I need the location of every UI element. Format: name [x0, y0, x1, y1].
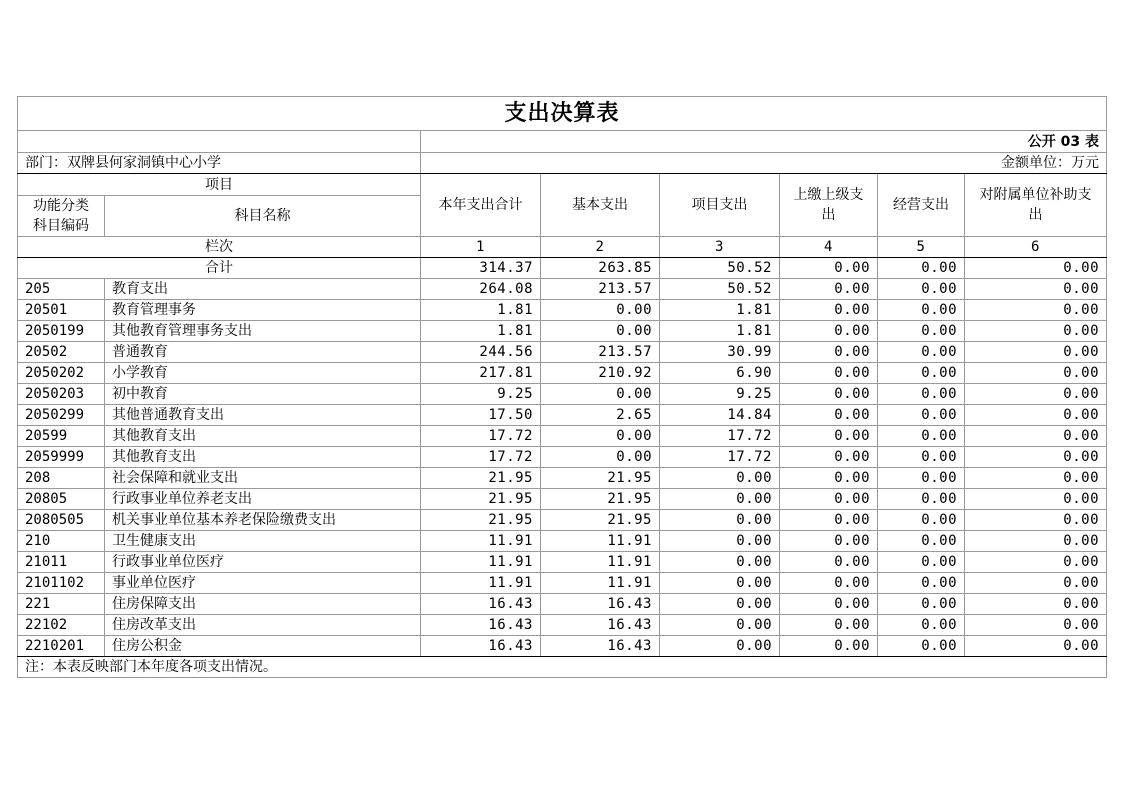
table-row	[18, 489, 1107, 510]
amount-cell: 0.00	[878, 447, 965, 468]
total-value-cell: 263.85	[541, 258, 660, 279]
table-row	[18, 531, 1107, 552]
header-func-code: 功能分类科目编码	[18, 196, 105, 237]
amount-cell: 0.00	[780, 342, 878, 363]
table-row	[18, 363, 1107, 384]
subject-code-cell: 2050199	[18, 321, 105, 342]
table-row	[18, 321, 1107, 342]
column-index-cell: 1	[421, 237, 541, 258]
amount-cell: 0.00	[780, 300, 878, 321]
header-project: 项目支出	[660, 174, 780, 237]
amount-cell: 264.08	[421, 279, 541, 300]
header-upper: 上缴上级支出	[780, 174, 878, 237]
amount-cell: 2.65	[541, 405, 660, 426]
table-row	[18, 510, 1107, 531]
subject-code-cell: 20805	[18, 489, 105, 510]
subject-code-cell: 208	[18, 468, 105, 489]
amount-cell: 244.56	[421, 342, 541, 363]
subject-code-cell: 22102	[18, 615, 105, 636]
amount-cell: 0.00	[965, 447, 1107, 468]
amount-cell: 0.00	[878, 300, 965, 321]
subject-code-cell: 2050202	[18, 363, 105, 384]
header-subsidy: 对附属单位补助支出	[965, 174, 1107, 237]
amount-cell: 16.43	[421, 636, 541, 657]
header-total: 本年支出合计	[421, 174, 541, 237]
amount-cell: 0.00	[660, 510, 780, 531]
amount-cell: 0.00	[660, 468, 780, 489]
subject-code-cell: 2050299	[18, 405, 105, 426]
subject-code-cell: 210	[18, 531, 105, 552]
amount-cell: 0.00	[780, 447, 878, 468]
amount-cell: 11.91	[421, 573, 541, 594]
table-row	[18, 594, 1107, 615]
amount-cell: 0.00	[965, 384, 1107, 405]
amount-cell: 0.00	[965, 426, 1107, 447]
amount-cell: 6.90	[660, 363, 780, 384]
amount-cell: 0.00	[965, 510, 1107, 531]
total-value-cell: 0.00	[878, 258, 965, 279]
amount-cell: 0.00	[541, 447, 660, 468]
amount-cell: 1.81	[421, 321, 541, 342]
amount-cell: 0.00	[541, 384, 660, 405]
amount-cell: 30.99	[660, 342, 780, 363]
subject-code-cell: 2059999	[18, 447, 105, 468]
amount-cell: 0.00	[965, 489, 1107, 510]
table-row	[18, 384, 1107, 405]
amount-cell: 0.00	[965, 363, 1107, 384]
column-index-cell: 6	[965, 237, 1107, 258]
amount-cell: 0.00	[965, 321, 1107, 342]
subject-name-cell: 社会保障和就业支出	[105, 468, 421, 489]
subject-name-cell: 其他教育支出	[105, 447, 421, 468]
subject-code-cell: 221	[18, 594, 105, 615]
amount-cell: 0.00	[878, 363, 965, 384]
subject-code-cell: 20502	[18, 342, 105, 363]
amount-cell: 0.00	[965, 615, 1107, 636]
table-row	[18, 615, 1107, 636]
amount-cell: 11.91	[541, 573, 660, 594]
amount-cell: 213.57	[541, 342, 660, 363]
amount-cell: 16.43	[541, 636, 660, 657]
amount-cell: 0.00	[878, 510, 965, 531]
form-number: 公开 03 表	[421, 131, 1107, 153]
amount-cell: 17.72	[421, 426, 541, 447]
subject-name-cell: 行政事业单位医疗	[105, 552, 421, 573]
amount-cell: 0.00	[878, 384, 965, 405]
subject-code-cell: 2050203	[18, 384, 105, 405]
table-row	[18, 426, 1107, 447]
amount-cell: 17.72	[660, 447, 780, 468]
amount-cell: 1.81	[421, 300, 541, 321]
subject-code-cell: 20501	[18, 300, 105, 321]
amount-cell: 9.25	[660, 384, 780, 405]
column-index-cell: 5	[878, 237, 965, 258]
amount-cell: 11.91	[541, 552, 660, 573]
subject-name-cell: 初中教育	[105, 384, 421, 405]
amount-cell: 0.00	[660, 594, 780, 615]
amount-cell: 0.00	[780, 363, 878, 384]
subject-name-cell: 其他普通教育支出	[105, 405, 421, 426]
table-row	[18, 447, 1107, 468]
amount-cell: 21.95	[541, 489, 660, 510]
subject-name-cell: 机关事业单位基本养老保险缴费支出	[105, 510, 421, 531]
amount-cell: 0.00	[965, 279, 1107, 300]
amount-cell: 0.00	[780, 468, 878, 489]
amount-cell: 0.00	[780, 384, 878, 405]
amount-cell: 0.00	[878, 489, 965, 510]
amount-cell: 0.00	[660, 636, 780, 657]
amount-cell: 21.95	[421, 489, 541, 510]
amount-cell: 11.91	[421, 531, 541, 552]
amount-cell: 0.00	[780, 636, 878, 657]
amount-cell: 0.00	[965, 468, 1107, 489]
expenditure-table-sheet	[17, 96, 1106, 678]
subject-code-cell: 2101102	[18, 573, 105, 594]
amount-cell: 9.25	[421, 384, 541, 405]
column-index-cell: 2	[541, 237, 660, 258]
amount-cell: 0.00	[878, 552, 965, 573]
column-index-cell: 3	[660, 237, 780, 258]
subject-name-cell: 卫生健康支出	[105, 531, 421, 552]
subject-code-cell: 2210201	[18, 636, 105, 657]
amount-cell: 0.00	[965, 573, 1107, 594]
amount-cell: 0.00	[780, 321, 878, 342]
amount-cell: 21.95	[421, 510, 541, 531]
amount-cell: 50.52	[660, 279, 780, 300]
subject-name-cell: 教育支出	[105, 279, 421, 300]
header-item: 项目	[18, 174, 421, 196]
total-value-cell: 50.52	[660, 258, 780, 279]
amount-cell: 0.00	[878, 342, 965, 363]
amount-cell: 0.00	[878, 468, 965, 489]
subject-name-cell: 普通教育	[105, 342, 421, 363]
amount-cell: 0.00	[780, 552, 878, 573]
total-value-cell: 0.00	[965, 258, 1107, 279]
amount-cell: 16.43	[541, 615, 660, 636]
amount-cell: 0.00	[965, 342, 1107, 363]
amount-cell: 1.81	[660, 321, 780, 342]
amount-cell: 0.00	[780, 573, 878, 594]
table-row	[18, 342, 1107, 363]
amount-unit-label: 金额单位：万元	[421, 153, 1107, 174]
table-row	[18, 636, 1107, 657]
amount-cell: 0.00	[660, 552, 780, 573]
amount-cell: 0.00	[541, 426, 660, 447]
amount-cell: 0.00	[660, 489, 780, 510]
amount-cell: 0.00	[660, 531, 780, 552]
amount-cell: 17.50	[421, 405, 541, 426]
amount-cell: 0.00	[541, 300, 660, 321]
table-row	[18, 405, 1107, 426]
amount-cell: 16.43	[541, 594, 660, 615]
amount-cell: 11.91	[541, 531, 660, 552]
subject-name-cell: 事业单位医疗	[105, 573, 421, 594]
subject-name-cell: 教育管理事务	[105, 300, 421, 321]
amount-cell: 0.00	[878, 594, 965, 615]
amount-cell: 16.43	[421, 615, 541, 636]
amount-cell: 0.00	[878, 531, 965, 552]
subject-name-cell: 行政事业单位养老支出	[105, 489, 421, 510]
total-value-cell: 0.00	[780, 258, 878, 279]
amount-cell: 0.00	[780, 405, 878, 426]
table-note: 注：本表反映部门本年度各项支出情况。	[18, 657, 1107, 678]
header-func-name: 科目名称	[105, 196, 421, 237]
amount-cell: 0.00	[878, 636, 965, 657]
amount-cell: 0.00	[878, 279, 965, 300]
amount-cell: 0.00	[780, 489, 878, 510]
amount-cell: 0.00	[878, 573, 965, 594]
table-row	[18, 573, 1107, 594]
amount-cell: 0.00	[780, 615, 878, 636]
amount-cell: 0.00	[965, 636, 1107, 657]
amount-cell: 21.95	[541, 468, 660, 489]
header-operation: 经营支出	[878, 174, 965, 237]
form-blank-cell	[18, 131, 421, 153]
amount-cell: 17.72	[660, 426, 780, 447]
amount-cell: 21.95	[421, 468, 541, 489]
amount-cell: 0.00	[965, 405, 1107, 426]
amount-cell: 0.00	[660, 573, 780, 594]
total-value-cell: 314.37	[421, 258, 541, 279]
subject-code-cell: 21011	[18, 552, 105, 573]
amount-cell: 21.95	[541, 510, 660, 531]
subject-name-cell: 住房公积金	[105, 636, 421, 657]
amount-cell: 0.00	[780, 531, 878, 552]
amount-cell: 213.57	[541, 279, 660, 300]
expenditure-table	[17, 96, 1107, 678]
amount-cell: 0.00	[780, 426, 878, 447]
amount-cell: 0.00	[878, 426, 965, 447]
column-index-cell: 4	[780, 237, 878, 258]
amount-cell: 1.81	[660, 300, 780, 321]
amount-cell: 11.91	[421, 552, 541, 573]
header-basic: 基本支出	[541, 174, 660, 237]
subject-name-cell: 小学教育	[105, 363, 421, 384]
subject-name-cell: 住房保障支出	[105, 594, 421, 615]
department-label: 部门：双牌县何家洞镇中心小学	[18, 153, 421, 174]
amount-cell: 217.81	[421, 363, 541, 384]
amount-cell: 0.00	[965, 594, 1107, 615]
amount-cell: 0.00	[541, 321, 660, 342]
amount-cell: 14.84	[660, 405, 780, 426]
subject-name-cell: 其他教育管理事务支出	[105, 321, 421, 342]
table-title: 支出决算表	[18, 97, 1107, 131]
table-row	[18, 279, 1107, 300]
amount-cell: 0.00	[965, 531, 1107, 552]
amount-cell: 17.72	[421, 447, 541, 468]
total-row-label: 合计	[18, 258, 421, 279]
amount-cell: 0.00	[780, 279, 878, 300]
column-index-label: 栏次	[18, 237, 421, 258]
subject-code-cell: 2080505	[18, 510, 105, 531]
amount-cell: 0.00	[878, 321, 965, 342]
table-row	[18, 468, 1107, 489]
amount-cell: 0.00	[878, 405, 965, 426]
amount-cell: 0.00	[965, 300, 1107, 321]
subject-code-cell: 205	[18, 279, 105, 300]
amount-cell: 16.43	[421, 594, 541, 615]
amount-cell: 0.00	[780, 594, 878, 615]
subject-name-cell: 其他教育支出	[105, 426, 421, 447]
table-row	[18, 300, 1107, 321]
subject-name-cell: 住房改革支出	[105, 615, 421, 636]
amount-cell: 0.00	[660, 615, 780, 636]
subject-code-cell: 20599	[18, 426, 105, 447]
amount-cell: 0.00	[878, 615, 965, 636]
amount-cell: 0.00	[780, 510, 878, 531]
table-row	[18, 552, 1107, 573]
amount-cell: 0.00	[965, 552, 1107, 573]
amount-cell: 210.92	[541, 363, 660, 384]
